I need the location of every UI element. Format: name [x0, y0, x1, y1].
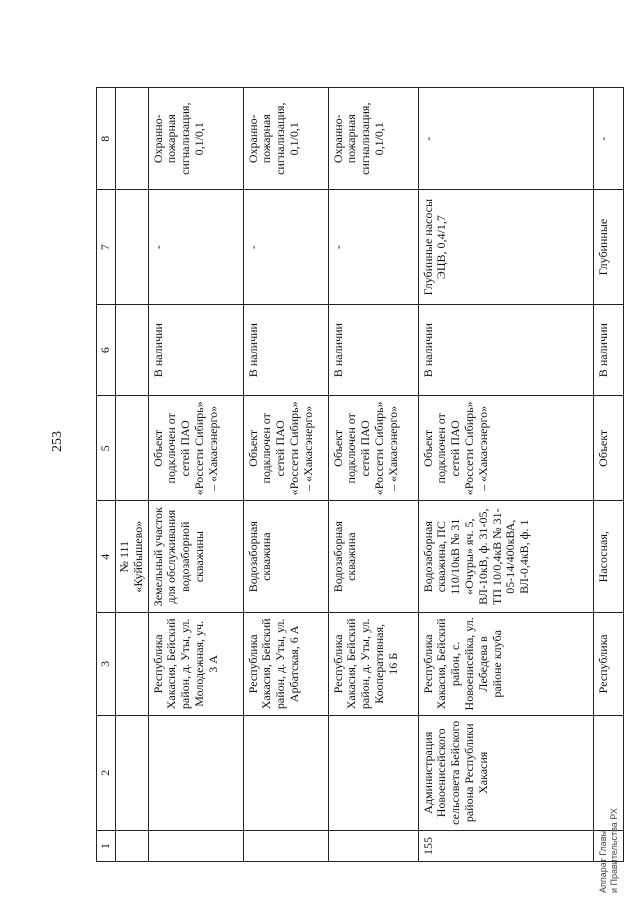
table-row [593, 88, 623, 862]
table-cell [328, 831, 418, 862]
table-cell: Республика Хакасия, Бейский район, с. Новоенисейка, ул. Лебедева в районе клуба [418, 613, 593, 715]
table-cell: Водозаборная скважина [328, 501, 418, 613]
table-cell [328, 715, 418, 831]
table-cell: В наличии [328, 304, 418, 396]
header-cell: 4 [97, 501, 116, 613]
table-cell: Охранно-пожарная сигнализация, 0,1/0,1 [328, 88, 418, 190]
header-row [97, 88, 116, 862]
table-cell [116, 88, 149, 190]
header-cell: 6 [97, 304, 116, 396]
table-cell: Насосная, [593, 501, 623, 613]
table-cell: - [148, 190, 243, 304]
watermark-line: и Правительства РХ [609, 808, 619, 893]
header-cell: 7 [97, 190, 116, 304]
table-cell: Республика [593, 613, 623, 715]
lead-row [116, 88, 149, 862]
header-cell: 1 [97, 831, 116, 862]
data-table [96, 87, 624, 862]
table-cell: Глубинные насосы ЭЦВ, 0,4/1,7 [418, 190, 593, 304]
table-cell [148, 831, 243, 862]
watermark [598, 783, 620, 893]
table-cell: Объект подключен от сетей ПАО «Россети Сибирь» – «Хакасэнерго» [243, 396, 328, 501]
watermark-line: Аппарат Главы [598, 829, 608, 893]
table-cell: В наличии [593, 304, 623, 396]
table-cell: В наличии [243, 304, 328, 396]
table-cell [116, 396, 149, 501]
table-row [148, 88, 243, 862]
header-cell: 3 [97, 613, 116, 715]
header-cell: 8 [97, 88, 116, 190]
header-cell: 2 [97, 715, 116, 831]
table-row [418, 88, 593, 862]
document-table-sheet [96, 87, 621, 862]
table-cell: Водозаборная скважина, ПС 110/10кВ № 31 «Очуры» яч. 5, ВЛ-10кВ, ф. 31-05, ТП 10/0,4кВ № 31-05-14/400кВА, ВЛ-0,4кВ, ф. 1 [418, 501, 593, 613]
table-cell: Объект [593, 396, 623, 501]
table-cell: Земельный участок для обслуживания водозаборной скважины [148, 501, 243, 613]
table-cell [116, 831, 149, 862]
table-cell: В наличии [418, 304, 593, 396]
table-cell [116, 304, 149, 396]
table-cell: Водозаборная скважина [243, 501, 328, 613]
table-cell: - [328, 190, 418, 304]
table-cell [116, 190, 149, 304]
table-cell [148, 715, 243, 831]
table-cell: Объект подключен от сетей ПАО «Россети Сибирь» – «Хакасэнерго» [148, 396, 243, 501]
table-cell: Объект подключен от сетей ПАО «Россети Сибирь» – «Хакасэнерго» [328, 396, 418, 501]
table-cell: Охранно-пожарная сигнализация, 0,1/0,1 [148, 88, 243, 190]
table-cell: - [418, 88, 593, 190]
table-cell [116, 715, 149, 831]
page-number: 253 [50, 431, 65, 452]
table-cell: - [593, 88, 623, 190]
table-cell [116, 613, 149, 715]
table-cell: Администрация Новоенисейского сельсовета Бейского района Республики Хакасия [418, 715, 593, 831]
table-row [328, 88, 418, 862]
table-cell: Республика Хакасия, Бейский район, д. Уты, ул. Кооперативная, 16 Б [328, 613, 418, 715]
table-cell: Глубинные [593, 190, 623, 304]
table-cell: № 111 «Куйбышево» [116, 501, 149, 613]
header-cell: 5 [97, 396, 116, 501]
table-cell [243, 715, 328, 831]
table-cell: Республика Хакасия, Бейский район, д. Уты, ул. Молодежная, уч. 3 А [148, 613, 243, 715]
table-cell: 155 [418, 831, 593, 862]
table-cell: Объект подключен от сетей ПАО «Россети Сибирь» – «Хакасэнерго» [418, 396, 593, 501]
table-row [243, 88, 328, 862]
table-cell: В наличии [148, 304, 243, 396]
table-cell [243, 831, 328, 862]
table-cell: Охранно-пожарная сигнализация, 0,1/0,1 [243, 88, 328, 190]
table-cell: Республика Хакасия, Бейский район, д. Уты, ул. Арбатская, 6 А [243, 613, 328, 715]
table-cell: - [243, 190, 328, 304]
